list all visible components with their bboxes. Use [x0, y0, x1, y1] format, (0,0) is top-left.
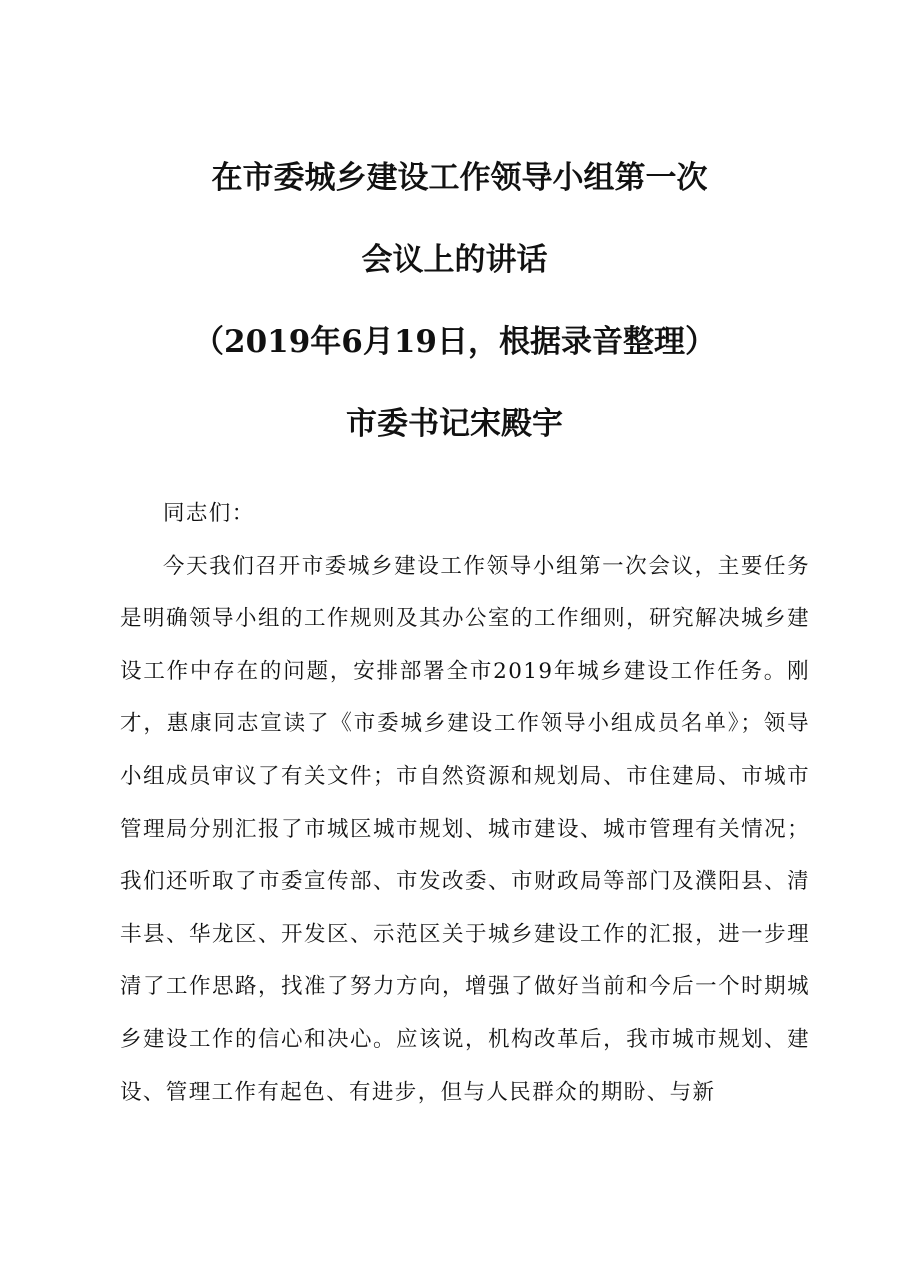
document-body	[120, 488, 810, 1119]
body-paragraph: 今天我们召开市委城乡建设工作领导小组第一次会议，主要任务是明确领导小组的工作规则及其办公室的工作细则，研究解决城乡建设工作中存在的问题，安排部署全市2019年城乡建设工作任务。刚才，惠康同志宣读了《市委城乡建设工作领导小组成员名单》；领导小组成员审议了有关文件；市自然资源和规划局、市住建局、市城市管理局分别汇报了市城区城市规划、城市建设、城市管理有关情况；我们还听取了市委宣传部、市发改委、市财政局等部门及濮阳县、清丰县、华龙区、开发区、示范区关于城乡建设工作的汇报，进一步理清了工作思路，找准了努力方向，增强了做好当前和今后一个时期城乡建设工作的信心和决心。应该说，机构改革后，我市城市规划、建设、管理工作有起色、有进步，但与人民群众的期盼、与新	[120, 553, 810, 1105]
document-title	[0, 158, 909, 486]
title-line-1: 在市委城乡建设工作领导小组第一次	[211, 160, 708, 196]
salutation: 同志们：	[163, 501, 255, 526]
title-date-note: （2019年6月19日，根据录音整理）	[193, 324, 716, 360]
speaker-line: 市委书记宋殿宇	[346, 406, 563, 442]
title-line-2: 会议上的讲话	[361, 242, 548, 278]
